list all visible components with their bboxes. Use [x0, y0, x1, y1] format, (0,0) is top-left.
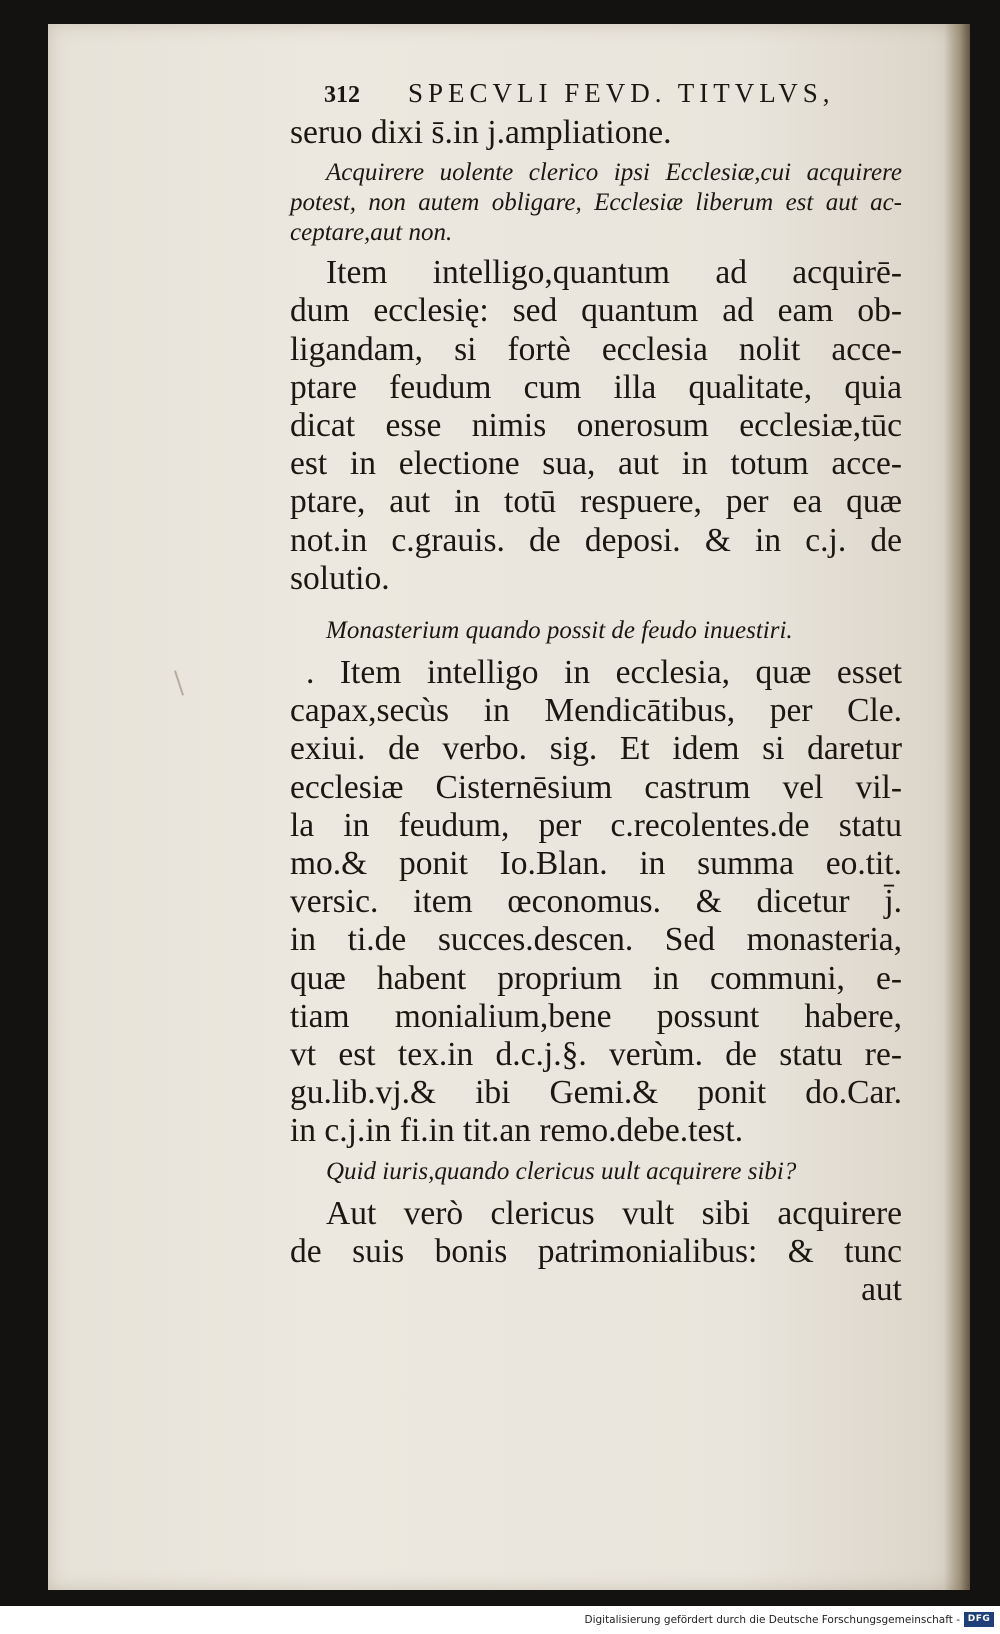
- text-line: solutio.: [290, 559, 390, 597]
- funding-credit: Digitalisierung gefördert durch die Deutsche Forschungsgemeinschaft -: [584, 1614, 960, 1626]
- paragraph-continuation: [290, 114, 902, 152]
- text-line: ptare, aut in totū respuere, per ea quæ: [290, 483, 902, 521]
- page-edge-shadow: [944, 24, 970, 1590]
- text-line: Aut verò clericus vult sibi acquirere: [326, 1194, 902, 1232]
- text-line: quæ habent proprium in communi, e-: [290, 959, 902, 997]
- summary-line: Acquirere uolente clerico ipsi Ecclesiæ,cui acquirere: [326, 159, 902, 187]
- digitization-footer: [0, 1606, 1000, 1634]
- text-line: in ti.de succes.descen. Sed monasteria,: [290, 921, 902, 959]
- text-line: Item intelligo,quantum ad acquirē-: [326, 254, 902, 292]
- marginal-summary: [326, 616, 902, 646]
- text-line: dum ecclesię: sed quantum ad eam ob-: [290, 292, 902, 330]
- text-line: dicat esse nimis onerosum ecclesiæ,tūc: [290, 407, 902, 445]
- page-text: [290, 78, 902, 1309]
- text-line: in c.j.in fi.in tit.an remo.debe.test.: [290, 1112, 744, 1150]
- marginal-summary: [290, 158, 902, 248]
- text-line: . Item intelligo in ecclesia, quæ esset: [306, 654, 902, 692]
- text-line: vt est tex.in d.c.j.§. verùm. de statu re-: [290, 1036, 902, 1074]
- text-line: de suis bonis patrimonialibus: & tunc: [290, 1232, 902, 1270]
- text-line: ptare feudum cum illa qualitate, quia: [290, 368, 902, 406]
- running-title: SPECVLI FEVD. TITVLVS,: [408, 78, 835, 108]
- summary-line: Quid iuris,quando clericus uult acquirere sibi?: [326, 1157, 797, 1185]
- text-line: est in electione sua, aut in totum acce-: [290, 445, 902, 483]
- summary-line: ceptare,aut non.: [290, 219, 453, 247]
- text-line: exiui. de verbo. sig. Et idem si daretur: [290, 730, 902, 768]
- text-line: versic. item œconomus. & dicetur j̄.: [290, 883, 902, 921]
- page-number: 312: [324, 82, 360, 108]
- text-line: mo.& ponit Io.Blan. in summa eo.tit.: [290, 845, 902, 883]
- text-line: capax,secùs in Mendicātibus, per Cle.: [290, 692, 902, 730]
- running-head: [324, 78, 902, 114]
- text-line: tiam monialium,bene possunt habere,: [290, 997, 902, 1035]
- catchword: aut: [861, 1271, 902, 1309]
- paragraph: [290, 1195, 902, 1271]
- text-line: ecclesiæ Cisternēsium castrum vel vil-: [290, 768, 902, 806]
- text-line: la in feudum, per c.recolentes.de statu: [290, 806, 902, 844]
- marginal-summary: [326, 1157, 902, 1187]
- summary-line: potest, non autem obligare, Ecclesiæ liberum est aut ac-: [290, 189, 902, 217]
- text-line: seruo dixi s̄.in j.ampliatione.: [290, 114, 672, 151]
- paragraph: [290, 254, 902, 598]
- text-line: gu.lib.vj.& ibi Gemi.& ponit do.Car.: [290, 1074, 902, 1112]
- dfg-logo-icon: DFG: [964, 1612, 994, 1627]
- text-line: ligandam, si fortè ecclesia nolit acce-: [290, 330, 902, 368]
- text-line: not.in c.grauis. de deposi. & in c.j. de: [290, 521, 902, 559]
- summary-line: Monasterium quando possit de feudo inuestiri.: [326, 617, 793, 645]
- paragraph: [290, 654, 902, 1151]
